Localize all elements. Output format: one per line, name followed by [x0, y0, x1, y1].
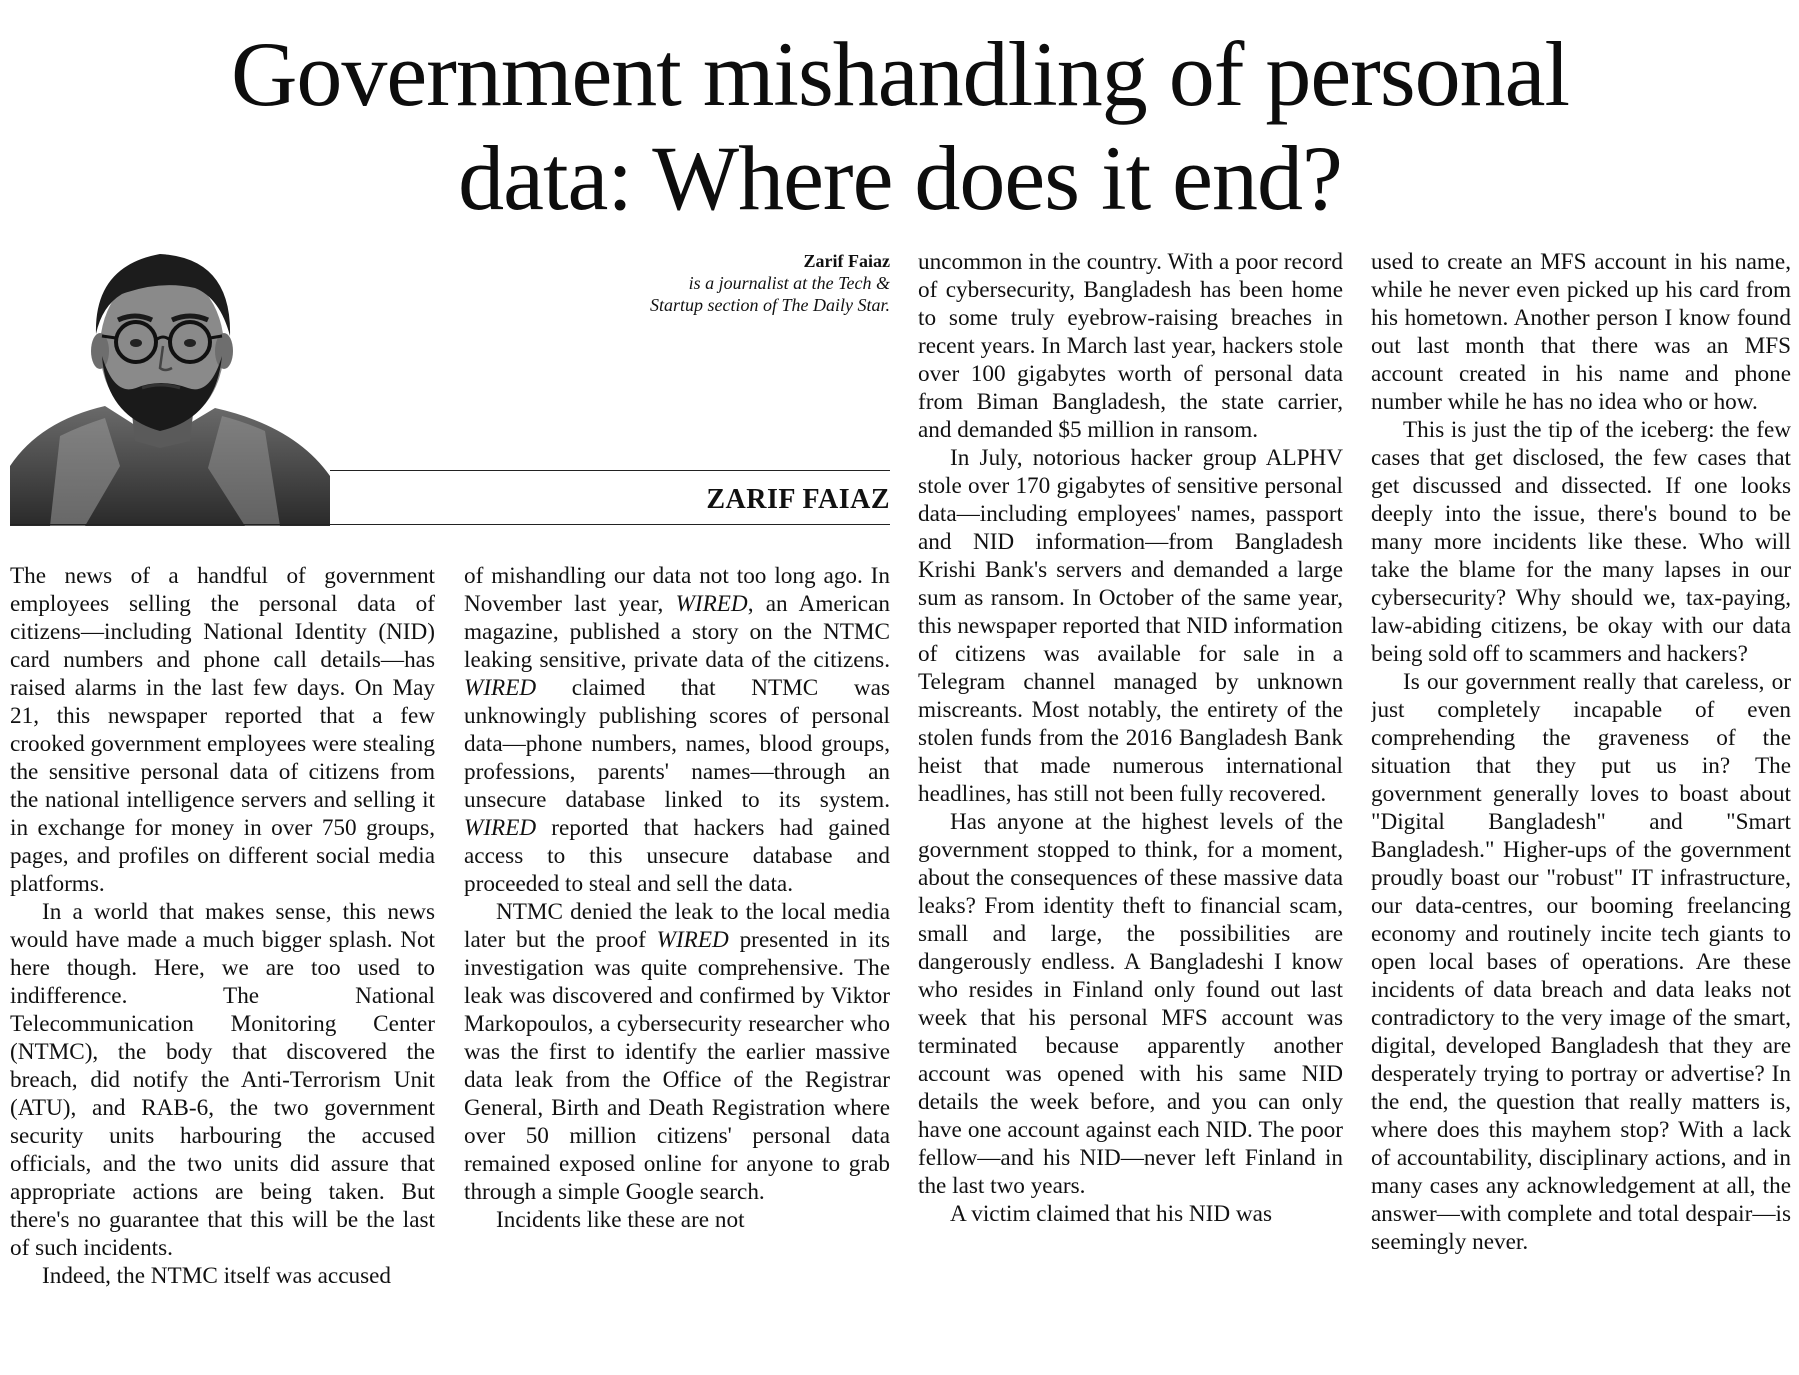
magazine-name: WIRED [656, 927, 729, 953]
paragraph: Is our government really that careless, or just completely incapable of even comprehending the graveness of the situation that they put us in? The government generally loves to boast about "Digital Bangladesh" and "Smart Bangladesh." Higher-ups of the government proudly boast our "robust" IT infrastructure, our data-centres, our booming freelancing economy and routinely incite tech giants to open local bases of operations. Are these incidents of data breach and data leaks not contradictory to the very image of the smart, digital, developed Bangladesh that they are desperately trying to portray or advertise? In the end, the question that really matters is, where does this mayhem stop? With a lack of accountability, disciplinary actions, and in many cases any acknowledgement at all, the answer—with complete and total despair—is seemingly never. [1371, 669, 1791, 1255]
author-bio-line-1: is a journalist at the Tech & [688, 273, 890, 293]
header-divider [10, 524, 890, 525]
paragraph [464, 562, 890, 898]
text-run: NTMC denied the leak to the local media later but the proof [464, 899, 890, 953]
paragraph: uncommon in the country. With a poor record of cybersecurity, Bangladesh has been home to some truly eyebrow-raising breaches in recent years. In March last year, hackers stole over 100 gigabytes worth of personal data from Biman Bangladesh, the state carrier, and demanded $5 million in ransom. [918, 249, 1343, 443]
magazine-name: WIRED [464, 815, 537, 841]
article-column-1 [10, 562, 435, 1368]
author-photo [10, 236, 330, 526]
author-bio-line-2: Startup section of The Daily Star. [650, 295, 890, 315]
text-run: claimed that NTMC was unknowingly publishing scores of personal data—phone numbers, names, blood groups, professions, parents' names—through an unsecure database linked to its system. [464, 675, 890, 813]
headline [20, 22, 1780, 230]
paragraph: A victim claimed that his NID was [950, 1201, 1272, 1227]
paragraph: The news of a handful of government employees selling the personal data of citizens—including National Identity (NID) card numbers and phone call details—has raised alarms in the last few days. On May 21, this newspaper reported that a few crooked government employees were stealing the sensitive personal data of citizens from the national intelligence servers and selling it in exchange for money in over 750 groups, pages, and profiles on different social media platforms. [10, 563, 435, 897]
headline-line-1: Government mishandling of personal [230, 23, 1570, 125]
paragraph: In July, notorious hacker group ALPHV stole over 170 gigabytes of sensitive personal data—including employees' names, passport and NID information—from Bangladesh Krishi Bank's servers and demanded a large sum as ransom. In October of the same year, this newspaper reported that NID information of citizens was available for sale in a Telegram channel managed by unknown miscreants. Most notably, the entirety of the stolen funds from the 2016 Bangladesh Bank heist that made numerous international headlines, has still not been fully recovered. [918, 445, 1343, 807]
article-column-4 [1371, 248, 1791, 1370]
paragraph [464, 898, 890, 1206]
author-info [470, 250, 890, 316]
article-column-2 [464, 562, 890, 1368]
paragraph: used to create an MFS account in his name, while he never even picked up his card from his hometown. Another person I know found out last month that there was an MFS account created in his name and phone number while he has no idea who or how. [1371, 249, 1791, 415]
text-run: of mishandling our data not too long ago. In November last year, [464, 563, 890, 617]
magazine-name: WIRED [675, 591, 748, 617]
paragraph: Has anyone at the highest levels of the government stopped to think, for a moment, about the consequences of these massive data leaks? From identity theft to financial scam, small and large, the possibilities are dangerously endless. A Bangladeshi I know who resides in Finland only found out last week that his personal MFS account was terminated because apparently another account was opened with his same NID details the week before, and you can only have one account against each NID. The poor fellow—and his NID—never left Finland in the last two years. [918, 809, 1343, 1199]
article-column-3 [918, 248, 1343, 1370]
author-name: Zarif Faiaz [803, 251, 890, 271]
paragraph: This is just the tip of the iceberg: the few cases that get disclosed, the few cases that get discussed and dissected. If one looks deeply into the issue, there's bound to be many more incidents like these. Who will take the blame for the many lapses in our cybersecurity? Why should we, tax-paying, law-abiding citizens, be okay with our data being sold off to scammers and hackers? [1371, 417, 1791, 667]
paragraph: Indeed, the NTMC itself was accused [42, 1263, 391, 1289]
headline-line-2: data: Where does it end? [458, 127, 1342, 229]
text-run: reported that hackers had gained access to this unsecure database and proceeded to steal and sell the data. [464, 815, 890, 897]
text-run: , an American magazine, published a story on the NTMC leaking sensitive, private data of the citizens. [464, 591, 890, 673]
text-run: presented in its investigation was quite comprehensive. The leak was discovered and confirmed by Viktor Markopoulos, a cybersecurity researcher who was the first to identify the earlier massive data leak from the Office of the Registrar General, Birth and Death Registration where over 50 million citizens' personal data remained exposed online for anyone to grab through a simple Google search. [464, 927, 890, 1205]
byline: ZARIF FAIAZ [706, 484, 890, 515]
magazine-name: WIRED [464, 675, 537, 701]
author-divider [330, 470, 890, 471]
paragraph: In a world that makes sense, this news would have made a much bigger splash. Not here though. Here, we are too used to indifference. The National Telecommunication Monitoring Center (NTMC), the body that discovered the breach, did notify the Anti-Terrorism Unit (ATU), and RAB-6, the two government security units harbouring the accused officials, and the two units did assure that appropriate actions are being taken. But there's no guarantee that this will be the last of such incidents. [10, 899, 435, 1261]
paragraph: Incidents like these are not [496, 1207, 745, 1233]
